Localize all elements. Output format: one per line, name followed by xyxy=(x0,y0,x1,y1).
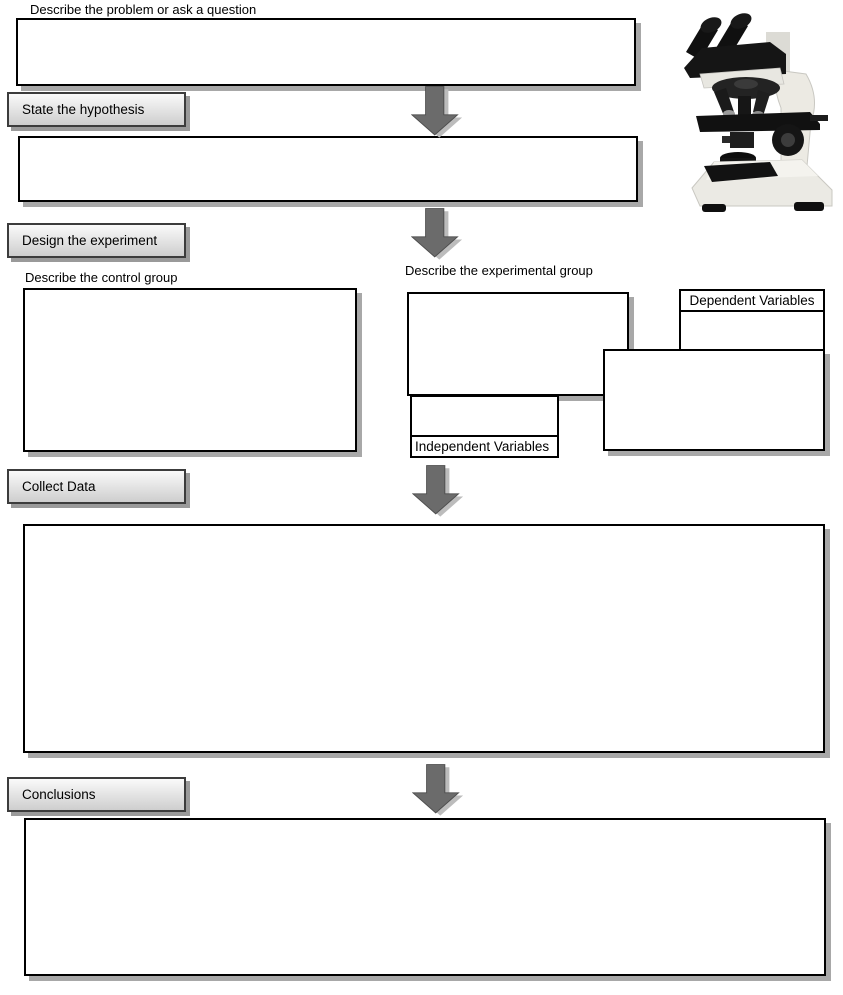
independent-variables-label: Independent Variables xyxy=(412,435,557,456)
collected-data-answer-box[interactable] xyxy=(23,524,825,753)
conclusions-button[interactable]: Conclusions xyxy=(7,777,186,812)
down-arrow-icon xyxy=(411,206,463,264)
collect-data-button[interactable]: Collect Data xyxy=(7,469,186,504)
problem-answer-box[interactable] xyxy=(16,18,636,86)
state-hypothesis-button[interactable]: State the hypothesis xyxy=(7,92,186,127)
conclusions-answer-box[interactable] xyxy=(24,818,826,976)
problem-label: Describe the problem or ask a question xyxy=(30,2,257,17)
down-arrow-icon xyxy=(411,84,463,142)
independent-variables-box[interactable] xyxy=(410,395,559,458)
experimental-group-label: Describe the experimental group xyxy=(405,263,593,278)
down-arrow-icon xyxy=(412,762,464,820)
control-group-answer-box[interactable] xyxy=(23,288,357,452)
microscope-image xyxy=(678,12,840,214)
hypothesis-answer-box[interactable] xyxy=(18,136,638,202)
dependent-variables-label: Dependent Variables xyxy=(681,291,823,312)
dependent-variables-box[interactable] xyxy=(679,289,825,351)
experimental-group-answer-box[interactable] xyxy=(407,292,629,396)
control-group-label: Describe the control group xyxy=(25,270,178,285)
down-arrow-icon xyxy=(412,463,464,521)
design-experiment-button[interactable]: Design the experiment xyxy=(7,223,186,258)
independent-variables-answer[interactable] xyxy=(412,397,557,435)
experiment-detail-answer-box[interactable] xyxy=(603,349,825,451)
dependent-variables-answer[interactable] xyxy=(681,312,823,349)
